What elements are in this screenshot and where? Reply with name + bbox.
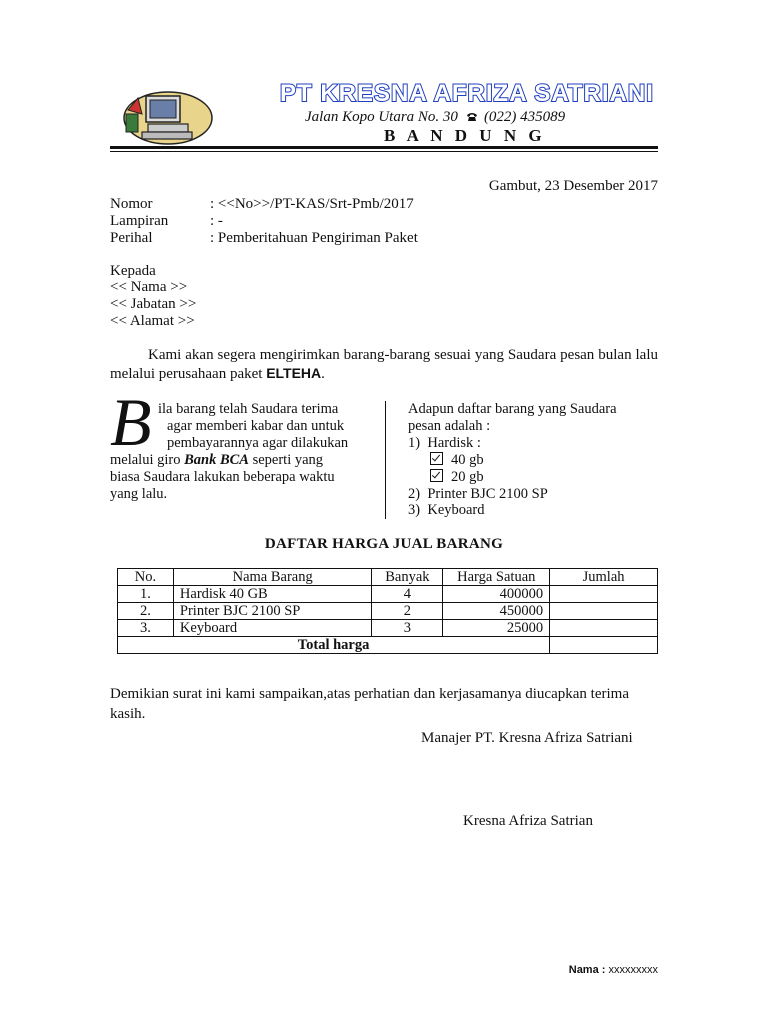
list-text: Keyboard [427,502,485,518]
recipient-name: << Nama >> [110,279,188,295]
intro-paragraph [110,346,658,383]
table-title: DAFTAR HARGA JUAL BARANG [264,536,504,552]
recipient-address: << Alamat >> [110,313,195,329]
list-item [408,502,485,519]
table-cell: 3. [118,620,174,637]
list-text: Printer BJC 2100 SP [427,486,548,502]
company-phone: (022) 435089 [483,109,566,125]
list-item [430,452,484,469]
table-cell: Hardisk 40 GB [173,586,372,603]
table-header: No. [118,569,174,586]
bank-name: Bank BCA [184,452,249,468]
list-text: 20 gb [451,469,484,485]
column-divider [385,401,386,519]
table-header: Jumlah [550,569,658,586]
meta-value-perihal: : Pemberitahuan Pengiriman Paket [210,230,418,246]
left-col-line-5: biasa Saudara lakukan beberapa waktu [110,469,335,485]
courier-name: ELTEHA [266,365,322,381]
right-col-line-2: pesan adalah : [408,418,491,434]
table-cell [550,586,658,603]
table-cell: Printer BJC 2100 SP [173,603,372,620]
left-col-line-4c: seperti yang [248,452,324,468]
footer-label: Nama : [568,964,606,976]
list-item [408,486,548,503]
recipient-title: << Jabatan >> [110,296,197,312]
letterhead-rule-thick [110,146,658,149]
intro-text: Kami akan segera mengirimkan barang-barang sesuai yang Saudara pesan bulan lalu melalui perusahaan paket [110,347,658,382]
table-cell: 3 [372,620,443,637]
list-text: Hardisk : [427,435,481,451]
table-cell: Keyboard [173,620,372,637]
company-address: Jalan Kopo Utara No. 30 [305,109,458,125]
letter-date: Gambut, 23 Desember 2017 [488,178,658,194]
right-col-line-1: Adapun daftar barang yang Saudara [408,401,617,417]
company-city: B A N D U N G [384,126,546,145]
table-cell: 2 [372,603,443,620]
table-cell: 4 [372,586,443,603]
closing-paragraph: Demikian surat ini kami sampaikan,atas perhatian dan kerjasamanya diucapkan terima kasih. [110,686,629,722]
total-value [550,637,658,654]
table-row [118,586,658,603]
meta-label-nomor: Nomor [110,196,153,212]
list-item [408,435,481,452]
company-name: PT KRESNA AFRIZA SATRIANI [280,80,654,107]
meta-value-lampiran: : - [210,213,223,229]
left-col-line-3: pembayarannya agar dilakukan [167,435,349,451]
table-header: Harga Satuan [443,569,550,586]
left-col-line-4 [110,452,361,469]
table-cell [550,603,658,620]
company-address-line [305,109,565,126]
left-col-line-6: yang lalu. [110,486,168,502]
list-text: 40 gb [451,452,484,468]
left-col-line-2: agar memberi kabar dan untuk [167,418,345,434]
signer-name: Kresna Afriza Satrian [463,813,593,829]
table-header-row [118,569,658,586]
list-number: 2) [408,486,421,502]
footer-name [569,964,658,976]
checkbox-checked-icon [430,452,443,465]
list-item [430,469,484,486]
table-header: Nama Barang [173,569,372,586]
letterhead-rule-thin [110,151,658,152]
table-cell: 2. [118,603,174,620]
price-table [117,568,658,654]
table-row [118,620,658,637]
table-total-row [118,637,658,654]
total-label: Total harga [118,637,550,654]
left-col-line-4a: melalui giro [110,452,185,468]
table-cell: 25000 [443,620,550,637]
drop-cap: B [110,384,152,460]
list-number: 3) [408,502,421,518]
table-cell: 400000 [443,586,550,603]
footer-value: xxxxxxxxx [608,964,658,976]
table-cell [550,620,658,637]
meta-value-nomor: : <<No>>/PT-KAS/Srt-Pmb/2017 [210,196,414,212]
table-header: Banyak [372,569,443,586]
table-cell: 450000 [443,603,550,620]
left-col-line-1: ila barang telah Saudara terima [158,401,339,417]
table-row [118,603,658,620]
list-number: 1) [408,435,421,451]
meta-label-perihal: Perihal [110,230,153,246]
meta-label-lampiran: Lampiran [110,213,169,229]
intro-end: . [321,366,325,382]
signoff-title: Manajer PT. Kresna Afriza Satriani [421,730,633,746]
recipient-kepada: Kepada [110,263,156,279]
phone-icon [466,112,478,122]
checkbox-checked-icon [430,469,443,482]
computer-logo-icon [118,84,214,148]
table-cell: 1. [118,586,174,603]
